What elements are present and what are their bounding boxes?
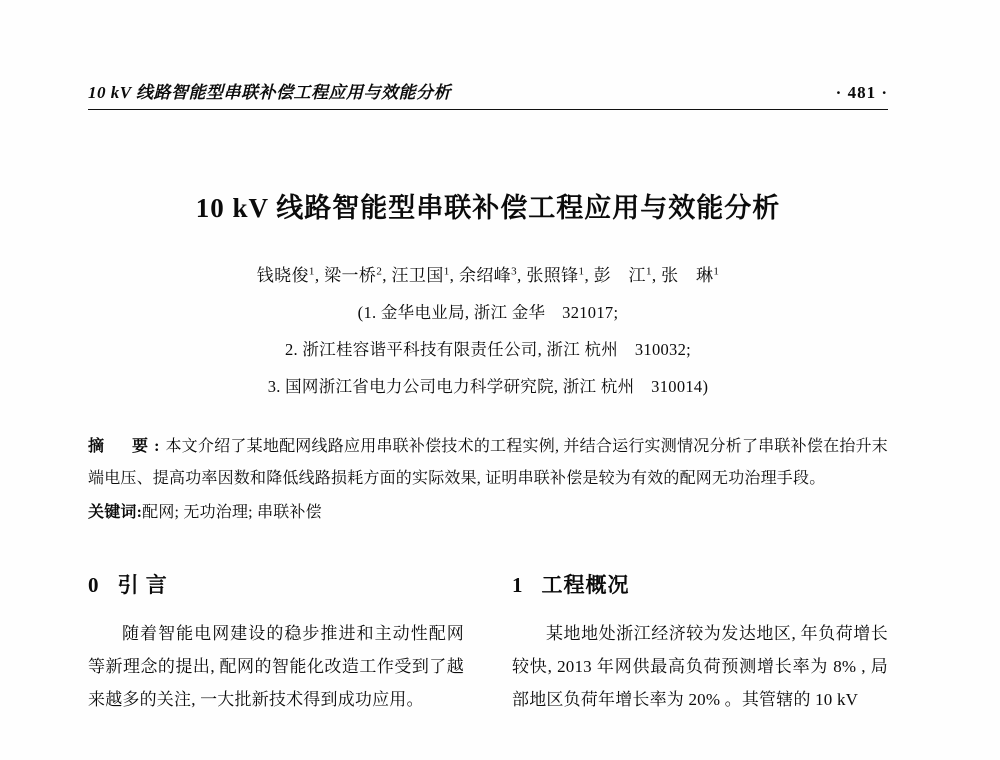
section-paragraph-0: 随着智能电网建设的稳步推进和主动性配网等新理念的提出, 配网的智能化改造工作受到了越来越多的关注, 一大批新技术得到成功应用。 (88, 624, 464, 710)
header-rule (88, 109, 888, 110)
author-list (88, 261, 888, 286)
abstract (88, 431, 888, 495)
column-left (88, 569, 464, 716)
abstract-text: 本文介绍了某地配网线路应用串联补偿技术的工程实例, 并结合运行实测情况分析了串联补偿在抬升末端电压、提高功率因数和降低线路损耗方面的实际效果, 证明串联补偿是较为有效的配网无功治理手段。 (88, 438, 888, 487)
section-number-0: 0 (88, 573, 100, 597)
section-title-0: 引 言 (117, 573, 168, 597)
page-content (88, 78, 888, 716)
section-paragraph-1: 某地地处浙江经济较为发达地区, 年负荷增长较快, 2013 年网供最高负荷预测增长率为 8% , 局部地区负荷年增长率为 20% 。其管辖的 10 kV (512, 624, 888, 710)
keywords-label: 关键词: (88, 504, 143, 521)
affiliation-line-1: (1. 金华电业局, 浙江 金华 321017; (357, 303, 619, 322)
body-columns (88, 569, 888, 716)
article-title: 10 kV 线路智能型串联补偿工程应用与效能分析 (195, 193, 781, 223)
section-heading-1 (512, 569, 888, 599)
running-head (88, 78, 888, 103)
keywords (88, 497, 888, 529)
author-list-text: 钱晓俊$^1$, 梁一桥$^2$, 汪卫国$^1$, 余绍峰$^3$, 张照锋$^1$, 彭 江$^1$, 张 琳$^1$ (256, 265, 720, 285)
section-heading-0 (88, 569, 464, 599)
column-right (512, 569, 888, 716)
section-number-1: 1 (512, 573, 524, 597)
keywords-text: 配网; 无功治理; 串联补偿 (142, 504, 322, 521)
affiliation-line-3: 3. 国网浙江省电力公司电力科学研究院, 浙江 杭州 310014) (267, 377, 709, 396)
running-head-title: 10 kV 线路智能型串联补偿工程应用与效能分析 (88, 83, 452, 102)
section-title-1: 工程概况 (541, 573, 630, 597)
page-number: · 481 · (835, 83, 888, 102)
affiliation-line-2: 2. 浙江桂容谐平科技有限责任公司, 浙江 杭州 310032; (284, 340, 692, 359)
abstract-label: 摘 要: (88, 438, 166, 455)
